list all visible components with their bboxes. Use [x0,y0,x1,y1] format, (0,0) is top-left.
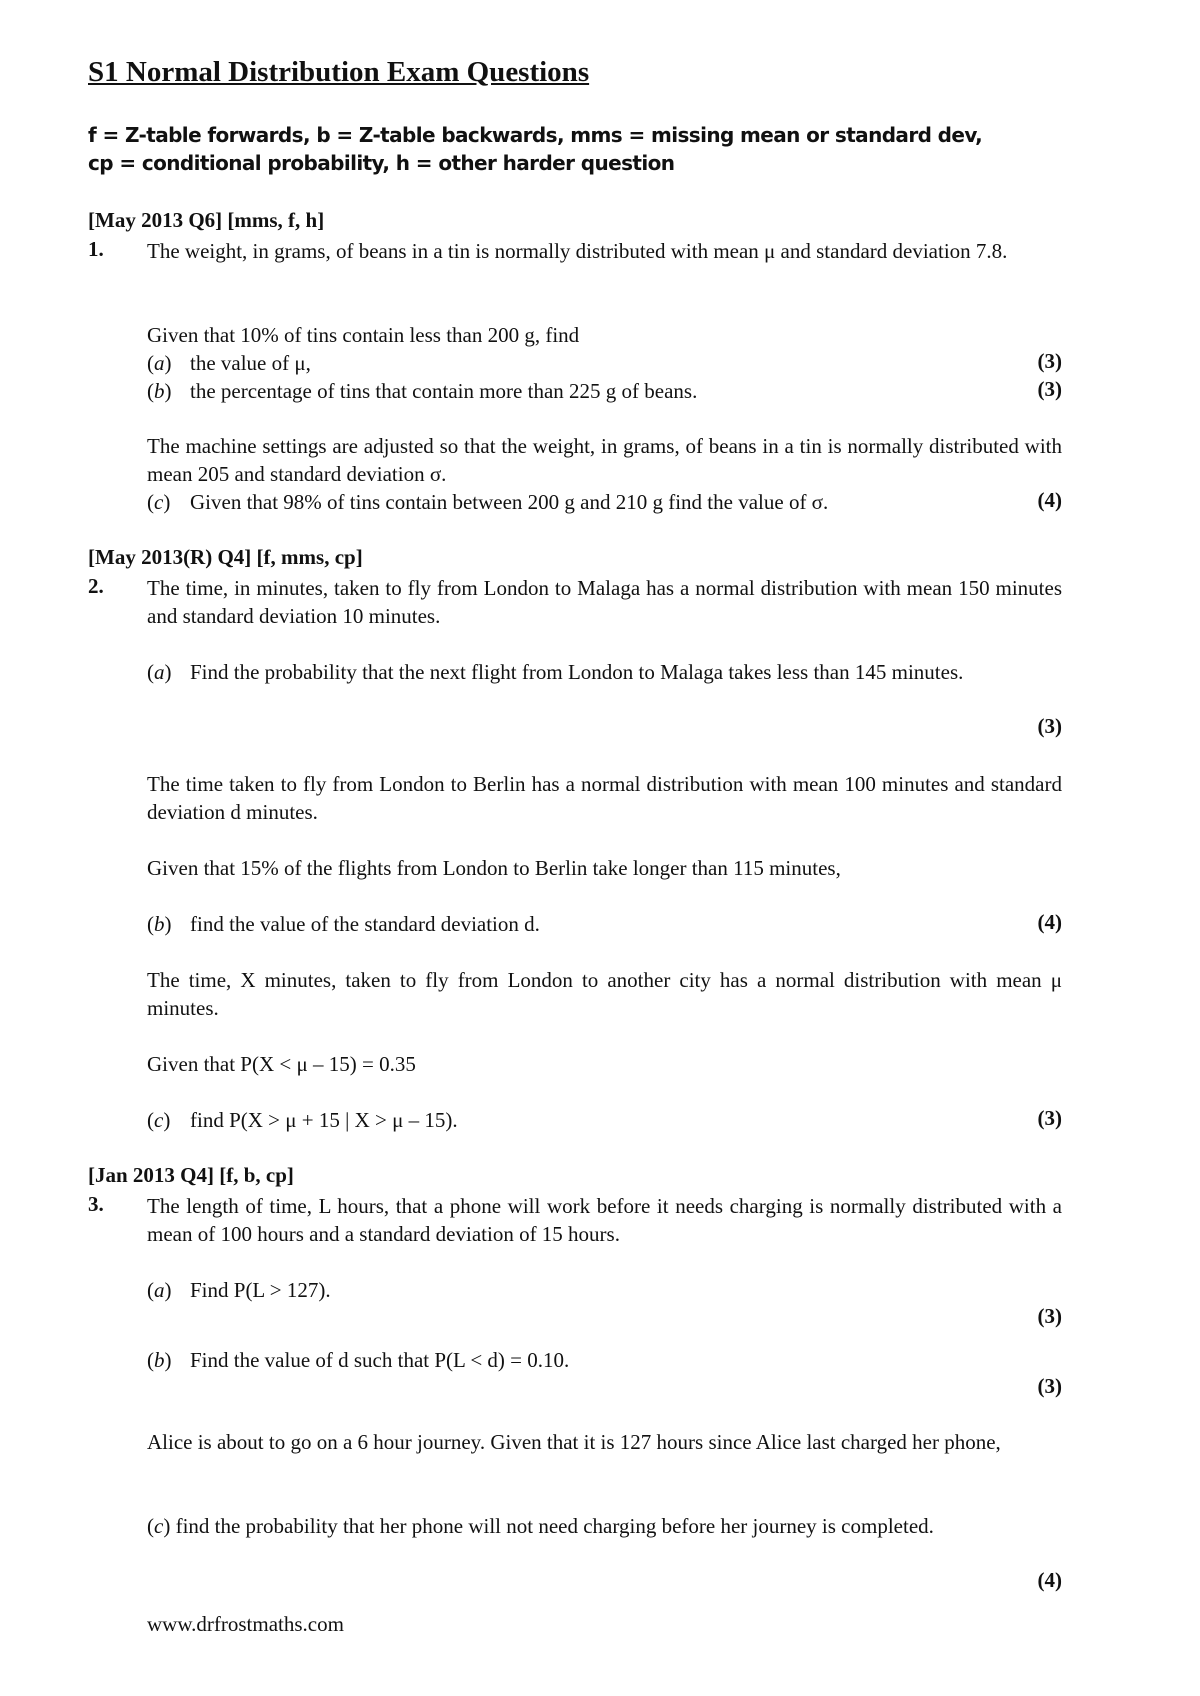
question-1-given: Given that 10% of tins contain less than 200 g, find [147,323,580,347]
part-text: Find P(L > 127). [190,1278,331,1302]
part-text: Given that 98% of tins contain between 200 g and 210 g find the value of σ. [190,490,829,514]
part-label: ( a ) [147,1276,172,1304]
question-3-header: [Jan 2013 Q4] [f, b, cp] [88,1163,294,1187]
question-2-para-2: The time taken to fly from London to Berlin has a normal distribution with mean 100 minutes and standard deviation d minutes. [147,772,1062,824]
part-label: ( b ) [147,1346,172,1374]
question-2-part-b [147,910,1062,938]
legend-line-2: cp = conditional probability, h = other harder question [88,151,675,175]
legend-line-1: f = Z-table forwards, b = Z-table backwards, mms = missing mean or standard dev, [88,123,983,147]
question-1-part-b-marks: (3) [1037,377,1062,401]
part-label: ( a ) [147,658,172,686]
part-text: find the probability that her phone will not need charging before her journey is completed. [175,1514,934,1538]
question-2-part-c [147,1106,1062,1134]
part-label: ( c ) [147,1106,170,1134]
question-3-part-b-marks: (3) [1037,1374,1062,1398]
question-3-part-a-marks: (3) [1037,1304,1062,1328]
question-3-part-c: (c) find the probability that her phone will not need charging before her journey is completed. [147,1514,934,1538]
part-label: ( b ) [147,377,172,405]
question-1-part-a-marks: (3) [1037,349,1062,373]
question-3-part-c-marks: (4) [1037,1568,1062,1592]
question-1-header: [May 2013 Q6] [mms, f, h] [88,208,325,232]
part-label: c [154,1514,164,1538]
question-3-part-b [147,1346,1062,1374]
part-text: Find the probability that the next flight from London to Malaga takes less than 145 minutes. [190,660,964,684]
question-1-part-b [147,377,1062,405]
question-3-number: 3. [88,1192,104,1216]
question-2-number: 2. [88,574,104,598]
part-text: Find the value of d such that P(L < d) = 0.10. [190,1348,570,1372]
footer-url: www.drfrostmaths.com [147,1612,344,1636]
question-2-intro: The time, in minutes, taken to fly from London to Malaga has a normal distribution with mean 150 minutes and standard deviation 10 minutes. [147,576,1062,628]
part-label: ( b ) [147,910,172,938]
question-3-part-a [147,1276,1062,1304]
question-2-given-3: Given that P(X < μ – 15) = 0.35 [147,1052,416,1076]
question-2-part-b-marks: (4) [1037,910,1062,934]
part-text: the value of μ, [190,351,311,375]
question-1-intro: The weight, in grams, of beans in a tin is normally distributed with mean μ and standard deviation 7.8. [147,239,1008,263]
question-3-para-2: Alice is about to go on a 6 hour journey. Given that it is 127 hours since Alice last charged her phone, [147,1430,1001,1454]
question-1-part-a [147,349,1062,377]
part-text: find P(X > μ + 15 | X > μ – 15). [190,1108,458,1132]
part-text: the percentage of tins that contain more than 225 g of beans. [190,379,698,403]
question-2-part-a [147,658,1062,686]
question-2-para-3: The time, X minutes, taken to fly from London to another city has a normal distribution with mean μ minutes. [147,968,1062,1020]
question-2-part-c-marks: (3) [1037,1106,1062,1130]
question-1-part-c [147,488,1062,516]
part-text: find the value of the standard deviation d. [190,912,540,936]
question-2-part-a-marks: (3) [1037,714,1062,738]
question-1-para-2: The machine settings are adjusted so that the weight, in grams, of beans in a tin is normally distributed with mean 205 and standard deviation σ. [147,434,1062,486]
question-1-number: 1. [88,237,104,261]
question-3-intro: The length of time, L hours, that a phone will work before it needs charging is normally distributed with a mean of 100 hours and a standard deviation of 15 hours. [147,1194,1062,1246]
part-label: ( a ) [147,349,172,377]
question-1-part-c-marks: (4) [1037,488,1062,512]
question-2-given-2: Given that 15% of the flights from London to Berlin take longer than 115 minutes, [147,856,841,880]
page-title: S1 Normal Distribution Exam Questions [88,56,590,88]
part-label: ( c ) [147,488,170,516]
question-2-header: [May 2013(R) Q4] [f, mms, cp] [88,545,363,569]
